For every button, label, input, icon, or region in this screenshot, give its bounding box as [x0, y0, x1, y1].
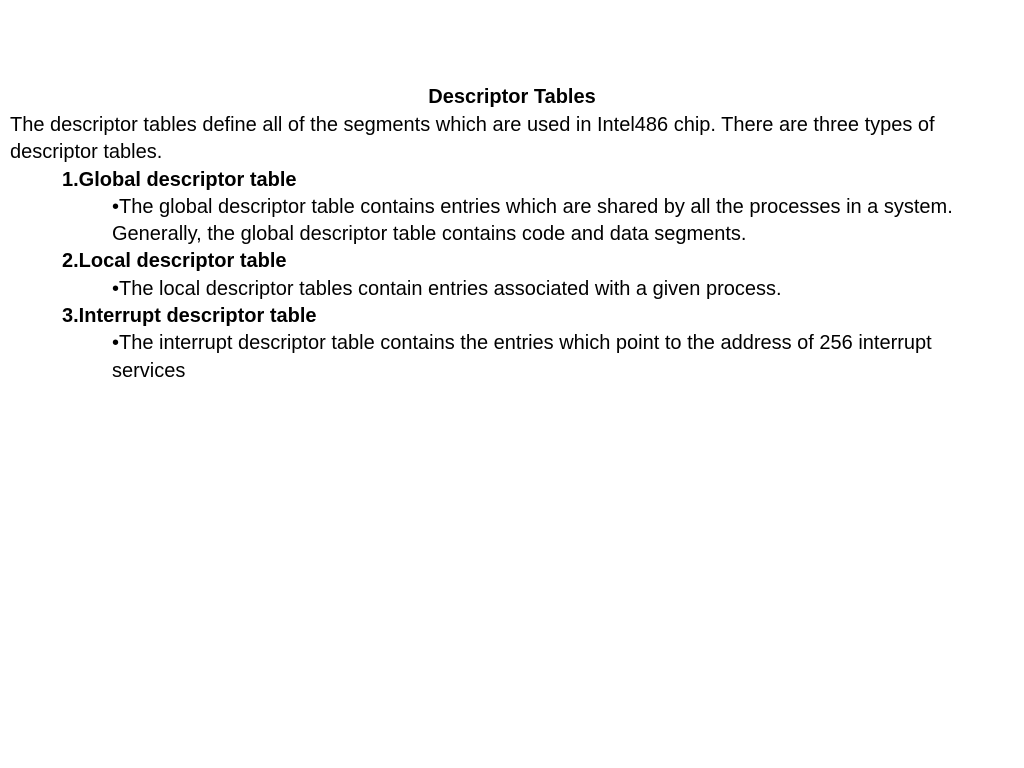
section-global — [10, 167, 1010, 249]
section-bullet: •The global descriptor table contains entries which are shared by all the processes in a system. Generally, the global descriptor table contains code and data segments. — [112, 195, 953, 246]
intro-paragraph: The descriptor tables define all of the segments which are used in Intel486 chip. There are three types of descriptor tables. — [10, 114, 935, 164]
section-heading: 2.Local descriptor table — [62, 250, 287, 273]
section-local — [10, 248, 1010, 303]
section-bullet: •The local descriptor tables contain entries associated with a given process. — [112, 277, 782, 300]
document-body — [10, 112, 1010, 385]
section-bullet: •The interrupt descriptor table contains the entries which point to the address of 256 interrupt services — [112, 332, 932, 382]
section-interrupt — [10, 303, 1010, 385]
section-heading: 1.Global descriptor table — [62, 168, 297, 191]
page-title: Descriptor Tables — [428, 86, 596, 108]
section-heading: 3.Interrupt descriptor table — [62, 305, 317, 328]
